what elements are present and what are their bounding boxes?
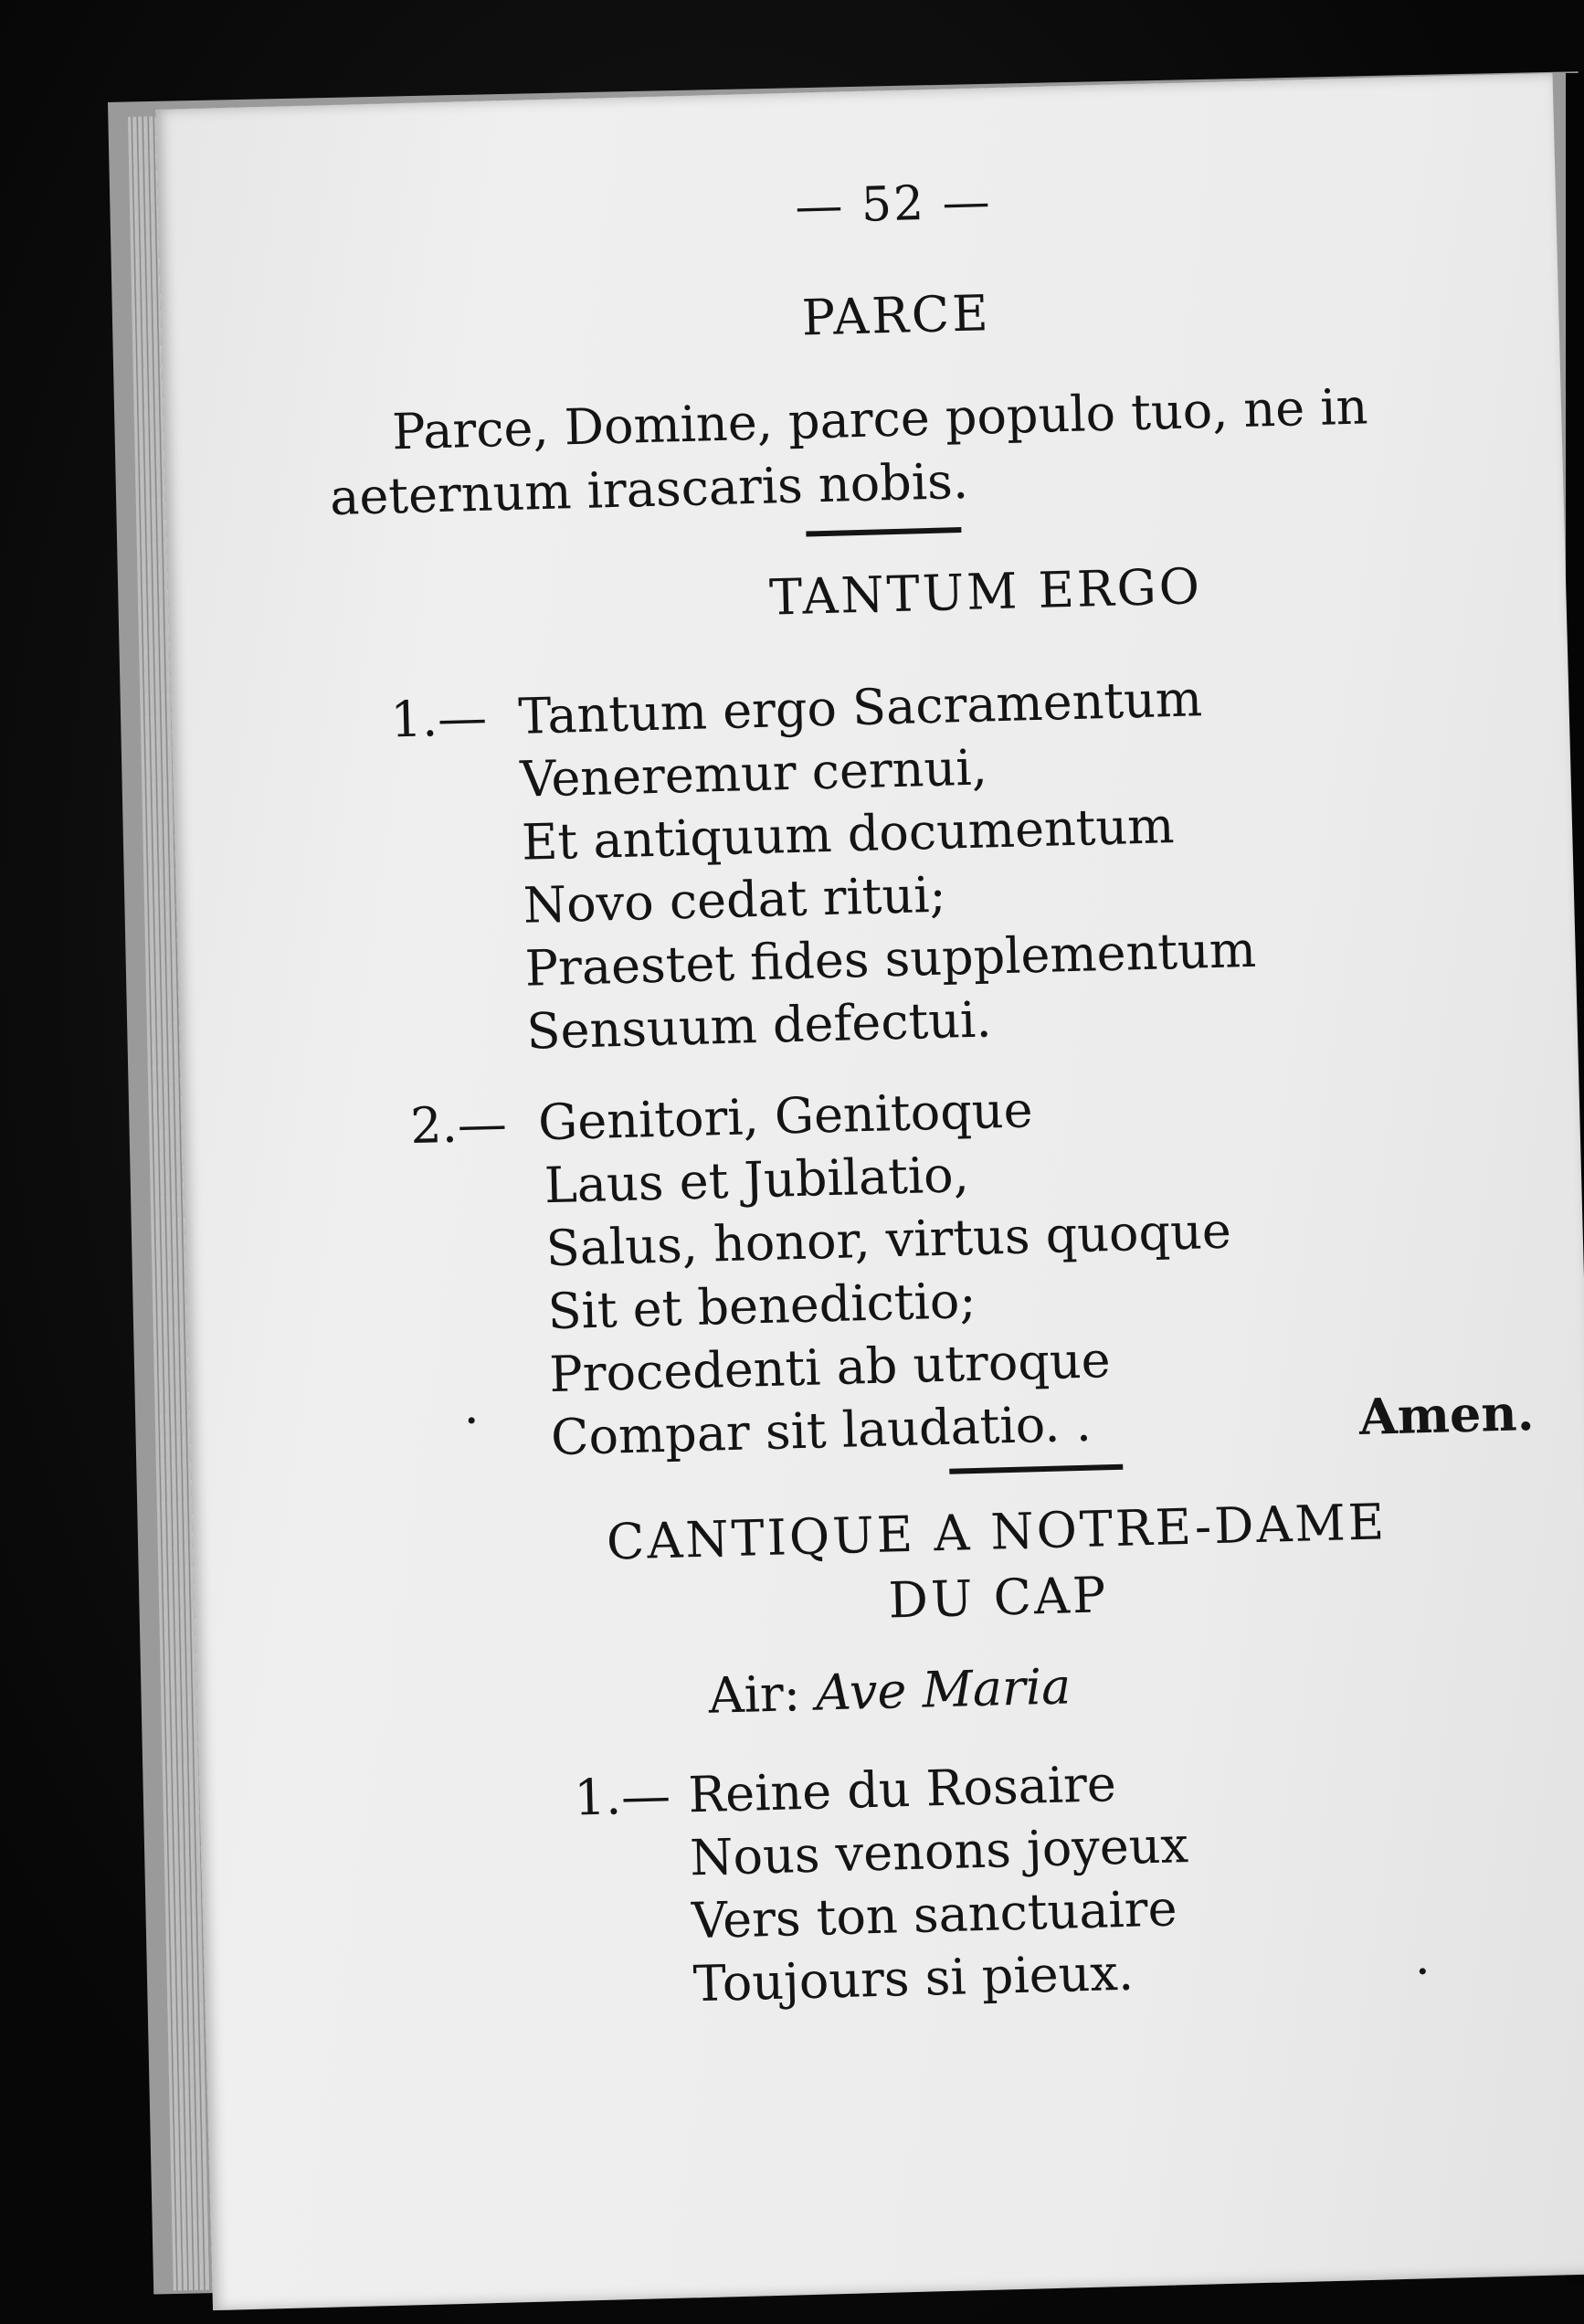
tantum-ergo-verse-2 <box>409 1073 1237 1473</box>
verse-number: 1.— <box>389 688 488 749</box>
heading-tantum-ergo: TANTUM ERGO <box>768 557 1203 627</box>
parce-text <box>327 373 1453 530</box>
ink-speck <box>1420 1968 1426 1974</box>
heading-cantique-line-2: DU CAP <box>887 1566 1110 1630</box>
verse-line: Salus, honor, virtus quoque <box>544 1201 1232 1278</box>
verse-number: 1.— <box>573 1766 671 1827</box>
page-number: — 52 — <box>794 174 993 235</box>
heading-parce: PARCE <box>800 284 992 347</box>
verse-line: Procedenti ab utroque <box>548 1331 1112 1404</box>
verse-line: Veneremur cernui, <box>519 738 988 808</box>
air-label: Air: <box>707 1664 801 1725</box>
verse-line: Vers ton sanctuaire <box>691 1879 1178 1950</box>
verse-line: Sit et benedictio; <box>546 1271 977 1341</box>
page-sheet <box>155 73 1584 2310</box>
air-indication <box>708 1657 1072 1724</box>
verse-line: Novo cedat ritui; <box>523 865 947 935</box>
verse-number: 2.— <box>409 1094 508 1156</box>
verse-line: Et antiquum documentum <box>521 797 1176 872</box>
amen-text: Amen. <box>1358 1382 1536 1446</box>
section-divider <box>806 527 961 536</box>
verse-line-text: Genitori, Genitoque <box>537 1081 1034 1152</box>
verse-line: Praestet fides supplementum <box>523 920 1257 998</box>
tantum-ergo-verse-1 <box>390 666 1259 1066</box>
verse-line-text: Tantum ergo Sacramentum <box>517 670 1203 745</box>
verse-line-text: Reine du Rosaire <box>687 1755 1117 1824</box>
air-name: Ave Maria <box>815 1657 1072 1722</box>
cantique-verse-1 <box>574 1750 1193 2018</box>
heading-cantique <box>493 1486 1501 1644</box>
verse-line: Sensuum defectui. <box>525 990 993 1061</box>
section-divider <box>949 1464 1123 1474</box>
verse-line: Nous venons joyeux <box>689 1816 1189 1887</box>
verse-line: Toujours si pieux. <box>692 1943 1135 2013</box>
verse-line: Compar sit laudatio. . <box>550 1394 1093 1467</box>
parce-line-1: Parce, Domine, parce populo tuo, ne in <box>391 377 1369 461</box>
verse-line: Laus et Jubilatio, <box>544 1146 970 1215</box>
heading-cantique-line-1: CANTIQUE A NOTRE-DAME <box>606 1493 1388 1571</box>
parce-line-2: aeternum irascaris nobis. <box>329 451 969 527</box>
